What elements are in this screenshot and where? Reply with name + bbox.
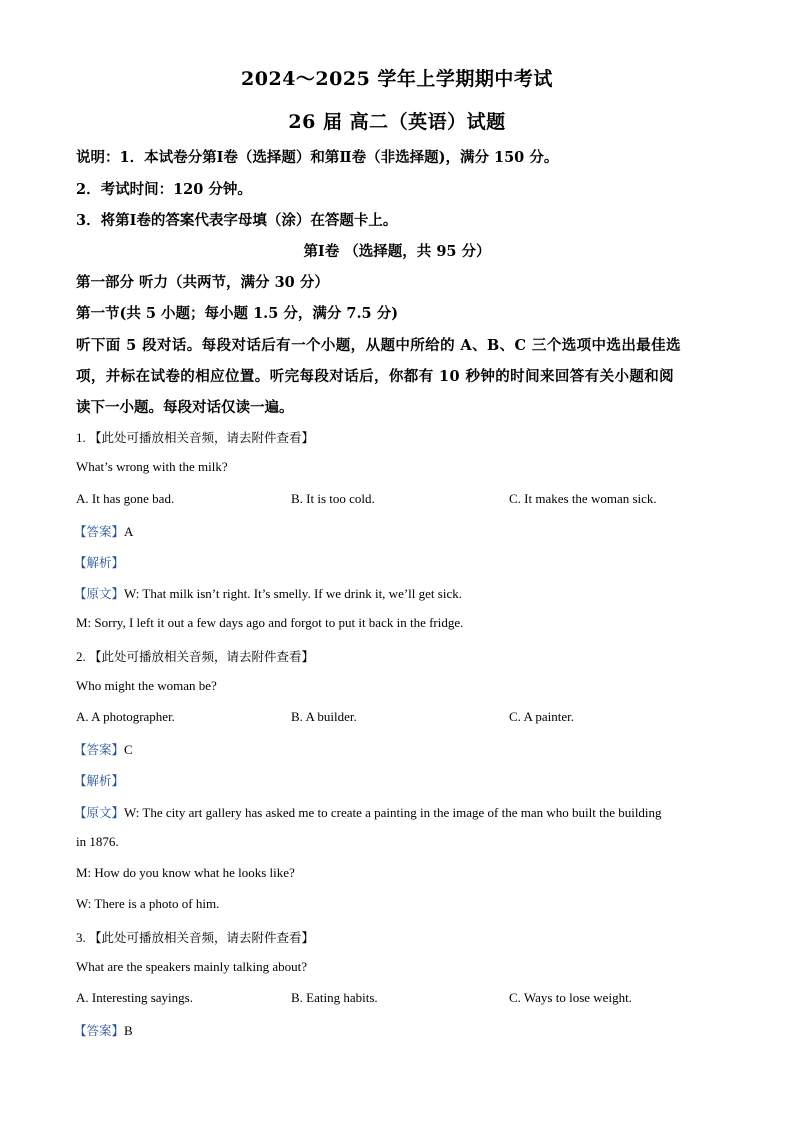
answer-label: 【答案】	[74, 1023, 125, 1038]
question-1-option-b: B. It is too cold.	[291, 491, 375, 506]
analysis-label: 【解析】	[74, 555, 125, 570]
directions-line-1: 听下面 5 段对话。每段对话后有一个小题，从题中所给的 A、B、C 三个选项中选出最佳选	[76, 337, 681, 354]
question-1-header	[76, 428, 314, 446]
instruction-line-3: 3．将第Ⅰ卷的答案代表字母填（涂）在答题卡上。	[76, 212, 398, 229]
original-label: 【原文】	[74, 805, 125, 820]
subsection-heading: 第一节(共 5 小题；每小题 1.5 分，满分 7.5 分)	[76, 305, 399, 322]
original-label: 【原文】	[74, 586, 125, 601]
question-2-analysis	[74, 771, 124, 789]
question-1-transcript-2: M: Sorry, I left it out a few days ago and forgot to put it back in the fridge.	[76, 615, 464, 630]
instruction-line-2: 2．考试时间：120 分钟。	[76, 181, 252, 198]
directions-line-3: 读下一小题。每段对话仅读一遍。	[76, 399, 294, 416]
question-1-answer	[74, 522, 133, 540]
question-1-option-c: C. It makes the woman sick.	[509, 491, 657, 506]
question-number: 2.	[76, 649, 86, 664]
question-number: 1.	[76, 430, 86, 445]
audio-note: 【此处可播放相关音频，请去附件查看】	[89, 430, 315, 445]
question-2-header	[76, 647, 314, 665]
question-2-transcript-2: in 1876.	[76, 834, 119, 849]
question-2-option-c: C. A painter.	[509, 709, 574, 724]
question-number: 3.	[76, 930, 86, 945]
question-3-header	[76, 928, 314, 946]
question-3-option-b: B. Eating habits.	[291, 990, 378, 1005]
question-3-text: What are the speakers mainly talking about?	[76, 959, 308, 974]
analysis-label: 【解析】	[74, 773, 125, 788]
volume-heading: 第Ⅰ卷 （选择题，共 95 分）	[303, 243, 491, 260]
directions-line-2: 项，并标在试卷的相应位置。听完每段对话后，你都有 10 秒钟的时间来回答有关小题和阅	[76, 368, 675, 385]
exam-subtitle: 26 届 高二（英语）试题	[288, 111, 506, 133]
question-2-transcript-1: 【原文】W: The city art gallery has asked me to create a painting in the image of the man who built the building	[74, 805, 662, 820]
question-2-transcript-3: M: How do you know what he looks like?	[76, 865, 295, 880]
question-3-option-a: A. Interesting sayings.	[76, 990, 193, 1005]
question-1-text: What’s wrong with the milk?	[76, 459, 228, 474]
answer-label: 【答案】	[74, 524, 125, 539]
answer-value: B	[124, 1023, 133, 1038]
answer-value: C	[124, 742, 133, 757]
audio-note: 【此处可播放相关音频，请去附件查看】	[89, 649, 315, 664]
question-2-option-b: B. A builder.	[291, 709, 357, 724]
answer-value: A	[124, 524, 134, 539]
question-3-option-c: C. Ways to lose weight.	[509, 990, 632, 1005]
question-1-transcript-1: 【原文】W: That milk isn’t right. It’s smelly. If we drink it, we’ll get sick.	[74, 586, 462, 601]
audio-note: 【此处可播放相关音频，请去附件查看】	[89, 930, 315, 945]
question-3-answer	[74, 1021, 133, 1039]
answer-label: 【答案】	[74, 742, 125, 757]
question-2-text: Who might the woman be?	[76, 678, 217, 693]
question-1-option-a: A. It has gone bad.	[76, 491, 175, 506]
part-heading: 第一部分 听力（共两节，满分 30 分）	[76, 274, 329, 291]
exam-title: 2024～2025 学年上学期期中考试	[241, 68, 553, 90]
question-2-transcript-4: W: There is a photo of him.	[76, 896, 220, 911]
instruction-line-1: 说明：1．本试卷分第Ⅰ卷（选择题）和第Ⅱ卷（非选择题)，满分 150 分。	[76, 149, 559, 166]
question-2-answer	[74, 740, 133, 758]
question-2-option-a: A. A photographer.	[76, 709, 175, 724]
question-1-analysis	[74, 553, 124, 571]
